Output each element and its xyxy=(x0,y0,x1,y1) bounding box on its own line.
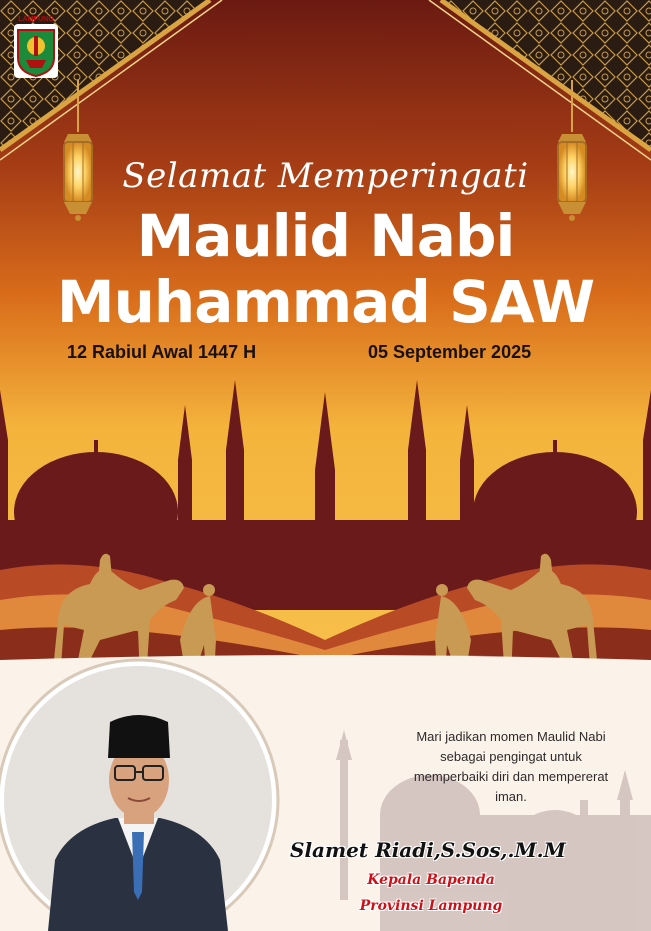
title-line-2: Muhammad SAW xyxy=(56,268,595,336)
message-text xyxy=(386,727,636,807)
message-line: memperbaiki diri dan mempererat xyxy=(413,769,609,784)
title-line-1: Maulid Nabi xyxy=(136,202,515,270)
message-line: sebagai pengingat untuk xyxy=(440,749,582,764)
message-line: Mari jadikan momen Maulid Nabi xyxy=(416,729,606,744)
signatory-office: Provinsi Lampung xyxy=(359,898,503,914)
message-line: iman. xyxy=(495,789,527,804)
gregorian-date: 05 September 2025 xyxy=(368,342,532,362)
signatory-name: Slamet Riadi,S.Sos,.M.M xyxy=(290,838,566,862)
signatory-role: Kepala Bapenda xyxy=(367,872,495,888)
greeting-heading: Selamat Memperingati xyxy=(122,156,529,196)
hijri-date: 12 Rabiul Awal 1447 H xyxy=(67,342,257,362)
province-emblem-icon xyxy=(12,14,60,80)
logo-text: LAMPUNG xyxy=(18,16,54,23)
